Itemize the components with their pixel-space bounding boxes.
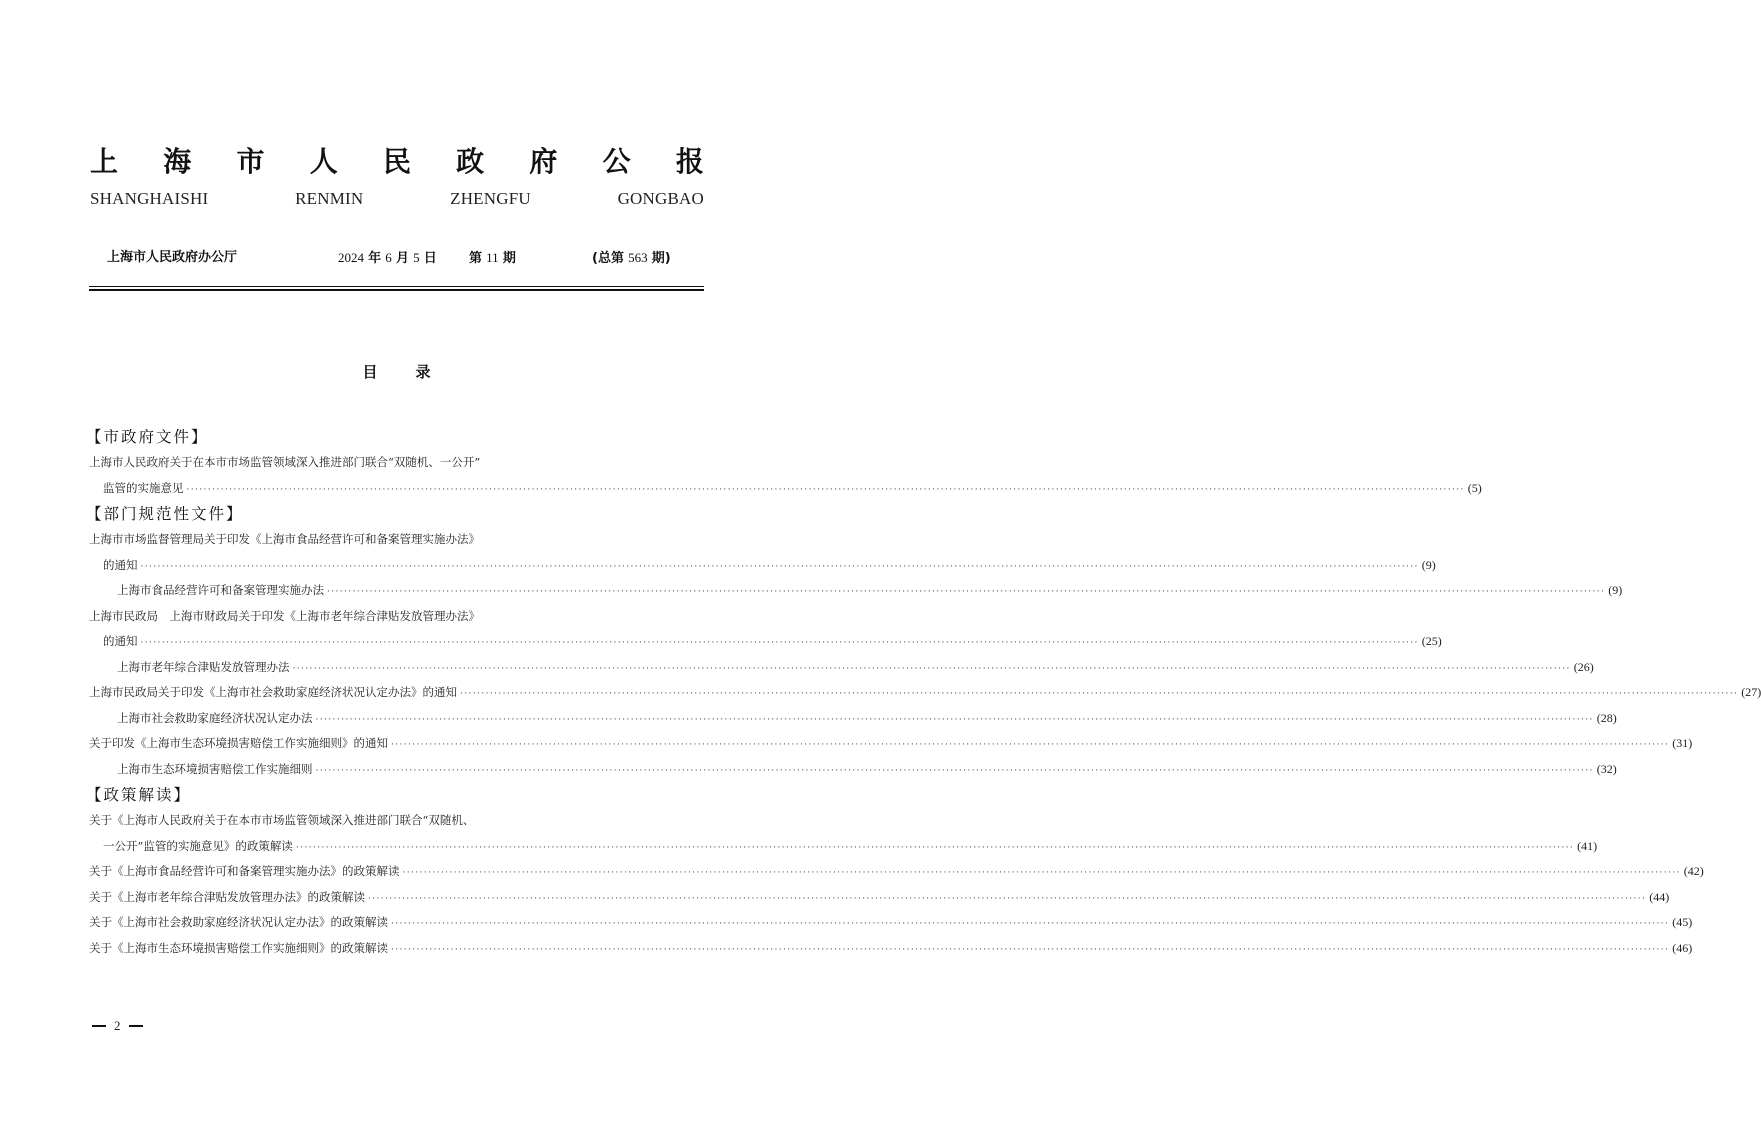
toc-entry-title: 关于《上海市食品经营许可和备案管理实施办法》的政策解读 — [89, 864, 400, 878]
title-char: 上 — [90, 145, 119, 178]
toc-entry-title: 上海市生态环境损害赔偿工作实施细则 — [117, 761, 313, 776]
toc-leader-dots: ············································································································································································································································································································ — [391, 919, 1670, 929]
toc-page-ref: (9) — [1608, 583, 1623, 597]
toc-entry-title: 上海市社会救助家庭经济状况认定办法 — [117, 710, 313, 725]
header-divider-thick — [89, 289, 704, 291]
issue-number — [469, 249, 516, 268]
toc-page-ref: (44) — [1649, 889, 1670, 904]
issue-prefix: 第 — [469, 251, 483, 266]
publication-title — [90, 146, 704, 178]
toc-entry-title: 监管的实施意见 — [103, 480, 184, 495]
toc-leader-dots: ············································································································································································································································································································ — [460, 689, 1739, 699]
toc-entry[interactable] — [89, 578, 1623, 604]
year-unit: 年 — [368, 251, 382, 266]
toc-entry-title: 关于《上海市生态环境损害赔偿工作实施细则》的政策解读 — [89, 940, 388, 955]
toc-heading-char: 录 — [415, 363, 431, 381]
toc-leader-dots: ············································································································································································································································································································ — [368, 893, 1647, 904]
issue-day: 5 — [413, 250, 420, 265]
pinyin-word: SHANGHAISHI — [90, 189, 209, 208]
issuing-office: 上海市人民政府办公厅 — [107, 250, 238, 265]
page-footer — [92, 1018, 143, 1034]
toc-entry-title: 关于《上海市社会救助家庭经济状况认定办法》的政策解读 — [89, 915, 388, 929]
issue-year: 2024 — [338, 250, 364, 265]
toc-entry[interactable] — [89, 757, 1617, 783]
toc-heading-char: 目 — [362, 363, 378, 381]
toc-entry[interactable] — [89, 706, 1617, 732]
toc-page-ref: (41) — [1577, 838, 1598, 853]
toc-leader-dots: ············································································································································································································································································································ — [391, 740, 1670, 750]
toc-entry-title: 的通知 — [103, 557, 138, 572]
title-char: 府 — [529, 145, 558, 178]
title-char: 海 — [163, 145, 192, 178]
day-unit: 日 — [423, 251, 437, 266]
header-divider-thin — [89, 286, 704, 287]
toc-entry — [89, 450, 704, 476]
toc-entry[interactable] — [89, 731, 1693, 757]
toc-page-ref: (5) — [1467, 480, 1482, 495]
toc-entry[interactable] — [89, 629, 1442, 655]
toc-leader-dots: ············································································································································································································································································································ — [140, 561, 1419, 572]
toc-leader-dots: ············································································································································································································································································································ — [315, 765, 1594, 776]
toc-section-title: 【政策解读】 — [86, 786, 192, 804]
toc-entry-title: 关于《上海市人民政府关于在本市市场监管领域深入推进部门联合“双随机、 — [89, 813, 475, 827]
toc-entry[interactable] — [89, 885, 1670, 911]
toc-entry — [89, 808, 704, 834]
toc-page-ref: (32) — [1596, 761, 1617, 776]
toc-page-ref: (45) — [1672, 915, 1693, 929]
toc-entry-title: 一公开”监管的实施意见》的政策解读 — [103, 838, 293, 853]
toc-page-ref: (26) — [1573, 659, 1594, 674]
toc-leader-dots: ············································································································································································································································································································ — [186, 484, 1465, 495]
title-char: 人 — [309, 145, 338, 178]
title-char: 政 — [456, 145, 485, 178]
dash-right — [129, 1025, 143, 1027]
toc-entry[interactable] — [89, 476, 1482, 502]
page-number: 2 — [114, 1018, 121, 1033]
total-open: (总第 — [592, 251, 624, 266]
toc-page-ref: (9) — [1421, 557, 1436, 572]
toc-leader-dots: ············································································································································································································································································································ — [140, 638, 1419, 648]
toc-entry[interactable] — [89, 680, 1761, 706]
toc-leader-dots: ············································································································································································································································································································ — [327, 587, 1606, 597]
toc-page-ref: (46) — [1672, 940, 1693, 955]
total-number-value: 563 — [628, 250, 648, 265]
toc-page-ref: (25) — [1421, 634, 1442, 648]
pinyin-word: ZHENGFU — [450, 189, 531, 208]
toc-leader-dots: ············································································································································································································································································································ — [391, 944, 1670, 955]
toc-entry[interactable] — [89, 910, 1693, 936]
toc-entry[interactable] — [89, 834, 1598, 860]
toc-leader-dots: ············································································································································································································································································································ — [315, 714, 1594, 725]
issue-month: 6 — [385, 250, 392, 265]
toc-entry[interactable] — [89, 936, 1693, 962]
toc-entry[interactable] — [89, 655, 1594, 681]
total-close: 期) — [651, 251, 671, 266]
toc-entry-title: 上海市民政局关于印发《上海市社会救助家庭经济状况认定办法》的通知 — [89, 685, 457, 699]
toc-page-ref: (28) — [1596, 710, 1617, 725]
toc-page-ref: (31) — [1672, 736, 1693, 750]
title-char: 报 — [675, 145, 704, 178]
toc-entry-title: 上海市食品经营许可和备案管理实施办法 — [117, 583, 324, 597]
toc-page-ref: (27) — [1741, 685, 1761, 699]
toc-entry[interactable] — [89, 859, 1704, 885]
issue-number-value: 11 — [486, 250, 499, 265]
title-char: 公 — [602, 145, 631, 178]
toc-leader-dots: ············································································································································································································································································································ — [292, 663, 1571, 674]
toc-entry-title: 上海市民政局 上海市财政局关于印发《上海市老年综合津贴发放管理办法》 — [89, 608, 480, 623]
toc-entry-title: 关于《上海市老年综合津贴发放管理办法》的政策解读 — [89, 889, 365, 904]
title-char: 市 — [236, 145, 265, 178]
pinyin-word: GONGBAO — [617, 189, 704, 208]
pinyin-word: RENMIN — [295, 189, 364, 208]
publication-pinyin-title — [90, 189, 704, 209]
month-unit: 月 — [395, 251, 409, 266]
table-of-contents — [86, 424, 1761, 961]
toc-entry-title: 上海市市场监督管理局关于印发《上海市食品经营许可和备案管理实施办法》 — [89, 532, 480, 546]
total-issue-number — [592, 249, 671, 268]
toc-entry-title: 上海市人民政府关于在本市市场监管领域深入推进部门联合“双随机、一公开” — [89, 455, 481, 469]
toc-entry[interactable] — [89, 553, 1436, 579]
toc-entry-title: 上海市老年综合津贴发放管理办法 — [117, 659, 290, 674]
dash-left — [92, 1025, 106, 1027]
toc-entry — [89, 527, 704, 553]
toc-section-title: 【市政府文件】 — [86, 428, 209, 446]
toc-section-title: 【部门规范性文件】 — [86, 505, 244, 523]
issue-date — [338, 249, 437, 268]
toc-leader-dots: ············································································································································································································································································································ — [295, 842, 1575, 853]
toc-heading — [0, 361, 793, 382]
toc-page-ref: (42) — [1683, 864, 1704, 878]
toc-entry — [89, 604, 704, 630]
issue-suffix: 期 — [502, 251, 516, 266]
toc-entry-title: 的通知 — [103, 634, 138, 648]
title-char: 民 — [382, 145, 411, 178]
toc-entry-title: 关于印发《上海市生态环境损害赔偿工作实施细则》的通知 — [89, 736, 388, 750]
toc-leader-dots: ············································································································································································································································································································ — [402, 868, 1681, 878]
